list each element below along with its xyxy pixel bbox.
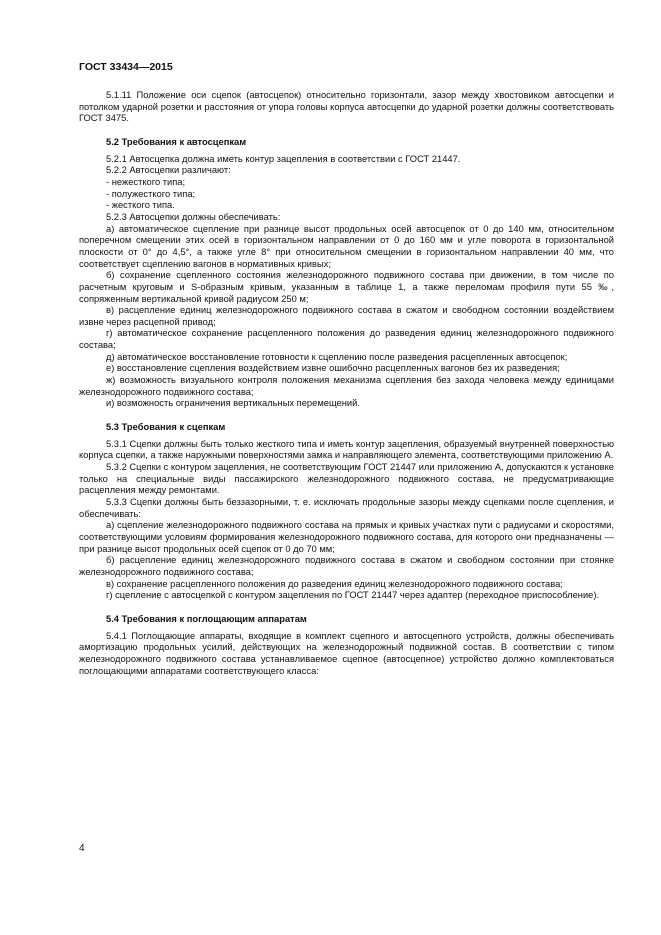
- paragraph: б) сохранение сцепленного состояния железнодорожного подвижного состава при движении, в том числе по расчетным круговым и S-образным кривым, указанным в таблице 1, а также переломам профиля пути 55 ‰, сопряженным вертикальной кривой радиусом 250 м;: [79, 270, 614, 304]
- section-heading: 5.2 Требования к автосцепкам: [106, 136, 247, 147]
- paragraph: 5.1.11 Положение оси сцепок (автосцепок) относительно горизонтали, зазор между хвостовиком автосцепки и потолком ударной розетки и расстояния от упора головы корпуса автосцепки до ударной розетки должны соответствовать ГОСТ 3475.: [79, 90, 614, 124]
- paragraph: 5.2.1 Автосцепка должна иметь контур зацепления в соответствии с ГОСТ 21447.: [106, 153, 461, 164]
- paragraph: 5.4.1 Поглощающие аппараты, входящие в комплект сцепного и автосцепного устройств, должны обеспечивать амортизацию продольных усилий, действующих на железнодорожный подвижной состав. В соответствии с типом железнодорожного подвижного состава устанавливаемое сцепное (автосцепное) устройство должно комплектоваться поглощающими аппаратами соответствующего класса:: [79, 630, 614, 676]
- list-item: - нежесткого типа;: [106, 176, 186, 187]
- list-item: - жесткого типа.: [106, 200, 175, 211]
- document-body: [79, 90, 614, 677]
- paragraph: а) сцепление железнодорожного подвижного состава на прямых и кривых участках пути с радиусами и скоростями, соответствующими условиям формирования железнодорожного подвижного состава, для которого они предназначены — при разнице высот продольных осей сцепок от 0 до 70 мм;: [79, 520, 614, 554]
- paragraph: 5.3.2 Сцепки с контуром зацепления, не соответствующим ГОСТ 21447 или приложению А, допускаются к установке только на специальные виды пассажирского железнодорожного подвижного состава, не предусматривающие расцепления между ремонтами.: [79, 462, 614, 496]
- document-header: ГОСТ 33434—2015: [79, 61, 173, 73]
- paragraph: г) автоматическое сохранение расцепленного положения до разведения единиц железнодорожного подвижного состава;: [79, 328, 614, 351]
- section-heading: 5.3 Требования к сцепкам: [106, 422, 226, 433]
- paragraph: а) автоматическое сцепление при разнице высот продольных осей автосцепок от 0 до 140 мм, относительном поперечном смещении этих осей в горизонтальном направлении от 0 до 160 мм и угле поворота в горизонтальной плоскости от 0° до 4,5°, а также угле 8° при относительном смещении в горизонтальном направлении 40 мм, что соответствует сцеплению вагонов в нормативных кривых;: [79, 223, 614, 269]
- paragraph: д) автоматическое восстановление готовности к сцеплению после разведения расцепленных автосцепок;: [106, 351, 568, 362]
- list-item: - полужесткого типа;: [106, 188, 196, 199]
- paragraph: б) расцепление единиц железнодорожного подвижного состава в сжатом и свободном состоянии при стоянке железнодорожного подвижного состава;: [79, 555, 614, 577]
- paragraph: в) расцепление единиц железнодорожного подвижного состава в сжатом и свободном состоянии воздействием извне через расцепной привод;: [79, 305, 614, 327]
- paragraph: е) восстановление сцепления воздействием извне ошибочно расцепленных вагонов без их разведения;: [106, 363, 560, 374]
- paragraph: 5.3.3 Сцепки должны быть беззазорными, т. е. исключать продольные зазоры между сцепками после сцепления, и обеспечивать:: [79, 497, 614, 519]
- paragraph: 5.2.3 Автосцепки должны обеспечивать:: [106, 211, 281, 222]
- paragraph: г) сцепление с автосцепкой с контуром зацепления по ГОСТ 21447 через адаптер (переходное приспособление).: [106, 590, 600, 601]
- paragraph: ж) возможность визуального контроля положения механизма сцепления без захода человека между единицами железнодорожного подвижного состава;: [79, 375, 614, 397]
- paragraph: в) сохранение расцепленного положения до разведения единиц железнодорожного подвижного состава;: [106, 578, 563, 589]
- paragraph: и) возможность ограничения вертикальных перемещений.: [106, 398, 360, 409]
- paragraph: 5.3.1 Сцепки должны быть только жесткого типа и иметь контур зацепления, образуемый внутренней поверхностью корпуса сцепки, а также наружными поверхностями замка и направляющего элемента, соответствующими приложению А.: [79, 438, 614, 461]
- section-heading: 5.4 Требования к поглощающим аппаратам: [106, 613, 307, 624]
- page-number: 4: [79, 843, 85, 854]
- paragraph: 5.2.2 Автосцепки различают:: [106, 165, 231, 176]
